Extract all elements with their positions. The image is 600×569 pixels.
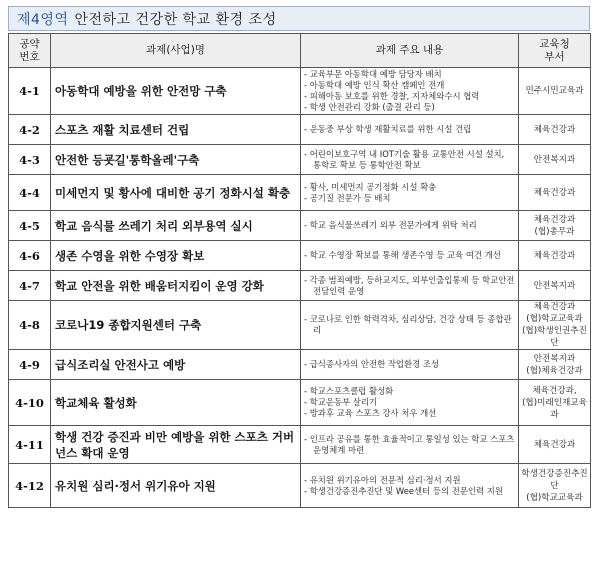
table-row [9,380,591,426]
section-area-label: 제4영역 [17,11,69,28]
content-item: - 각종 범죄예방, 등하교지도, 외부인출입통제 등 학교안전 전담인력 운영 [304,275,515,297]
task-content [301,464,519,508]
table-row [9,211,591,241]
department: 안전복지과 [519,271,591,301]
content-item: - 아동학대 예방 인식 확산 캠페인 전개 [304,80,515,91]
task-name: 학교체육 활성화 [51,380,301,426]
task-content [301,211,519,241]
department: 체육건강과 [519,115,591,145]
pledge-table [8,33,591,508]
department: 체육건강과 (협)학교교육과 (협)학생인권추진단 [519,301,591,350]
table-row [9,426,591,464]
content-item: - 학교 음식물쓰레기 외부 전문가에게 위탁 처리 [304,220,515,231]
department: 학생건강증진추진단 (협)학교교육과 [519,464,591,508]
table-row [9,145,591,175]
department: 체육건강과 [519,426,591,464]
pledge-number: 4-8 [9,301,51,350]
task-name: 미세먼지 및 황사에 대비한 공기 정화시설 확충 [51,175,301,211]
content-item: - 인프라 공유를 통한 효율적이고 통일성 있는 학교 스포츠 운영체계 마련 [304,434,515,456]
table-row [9,301,591,350]
pledge-number: 4-3 [9,145,51,175]
content-item: - 교육부문 아동학대 예방 담당자 배치 [304,69,515,80]
department: 안전복지과 [519,145,591,175]
table-row [9,350,591,380]
section-title [8,6,590,31]
department: 안전복지과 (협)체육건강과 [519,350,591,380]
content-item: - 코로나로 인한 학력격차, 심리상담, 건강 상태 등 종합관리 [304,314,515,336]
table-row [9,115,591,145]
task-content [301,68,519,115]
department: 체육건강과 [519,175,591,211]
content-item: - 유치원 위기유아의 전문적 심리·정서 지원 [304,475,515,486]
content-item: - 학교 수영장 확보를 통해 생존수영 등 교육 여건 개선 [304,250,515,261]
task-content [301,145,519,175]
task-name: 학생 건강 증진과 비만 예방을 위한 스포츠 거버넌스 확대 운영 [51,426,301,464]
task-content [301,241,519,271]
table-row [9,241,591,271]
pledge-number: 4-7 [9,271,51,301]
task-name: 안전한 등굣길'통학올레'구축 [51,145,301,175]
table-row [9,271,591,301]
table-header-row [9,34,591,68]
task-name: 급식조리실 안전사고 예방 [51,350,301,380]
task-content [301,271,519,301]
header-dept: 교육청 부서 [519,34,591,68]
pledge-number: 4-5 [9,211,51,241]
task-name: 학교 안전을 위한 배움터지킴이 운영 강화 [51,271,301,301]
section-title-text: 안전하고 건강한 학교 환경 조성 [74,11,277,28]
pledge-number: 4-10 [9,380,51,426]
content-item: - 학교운동부 살리기 [304,397,515,408]
pledge-number: 4-4 [9,175,51,211]
task-name: 생존 수영을 위한 수영장 확보 [51,241,301,271]
pledge-number: 4-11 [9,426,51,464]
content-item: - 어린이보호구역 내 IOT기술 활용 교통안전 시설 설치, 통학로 확보 등 통학안전 확보 [304,149,515,171]
table-row [9,175,591,211]
header-task: 과제(사업)명 [51,34,301,68]
content-item: - 방과후 교육 스포츠 강사 처우 개선 [304,408,515,419]
pledge-number: 4-9 [9,350,51,380]
content-item: - 학생 안전관리 강화 (출결 관리 등) [304,102,515,113]
task-name: 아동학대 예방을 위한 안전망 구축 [51,68,301,115]
task-name: 학교 음식물 쓰레기 처리 외부용역 실시 [51,211,301,241]
pledge-number: 4-1 [9,68,51,115]
department: 민주시민교육과 [519,68,591,115]
department: 체육건강과, (협)미래인재교육과 [519,380,591,426]
task-content [301,426,519,464]
content-item: - 피해아동 보호를 위한 경찰, 지자체와수시 협력 [304,91,515,102]
content-item: - 학생건강증진추진단 및 Wee센터 등의 전문인력 지원 [304,486,515,497]
content-item: - 공기질 전문가 등 배치 [304,193,515,204]
task-name: 유치원 심리·정서 위기유아 지원 [51,464,301,508]
table-row [9,68,591,115]
pledge-number: 4-2 [9,115,51,145]
task-content [301,115,519,145]
table-body [9,68,591,508]
header-content: 과제 주요 내용 [301,34,519,68]
task-content [301,301,519,350]
pledge-number: 4-6 [9,241,51,271]
task-name: 코로나19 종합지원센터 구축 [51,301,301,350]
content-item: - 학교스포츠클럽 활성화 [304,386,515,397]
table-row [9,464,591,508]
content-item: - 황사, 미세먼지 공기정화 시설 확충 [304,182,515,193]
content-item: - 급식종사자의 안전한 작업환경 조성 [304,359,515,370]
header-no: 공약 번호 [9,34,51,68]
task-content [301,350,519,380]
content-item: - 운동중 부상 학생 재활치료를 위한 시설 건립 [304,124,515,135]
pledge-number: 4-12 [9,464,51,508]
task-content [301,380,519,426]
department: 체육건강과 [519,241,591,271]
task-name: 스포츠 재활 치료센터 건립 [51,115,301,145]
department: 체육건강과 (협)총무과 [519,211,591,241]
task-content [301,175,519,211]
